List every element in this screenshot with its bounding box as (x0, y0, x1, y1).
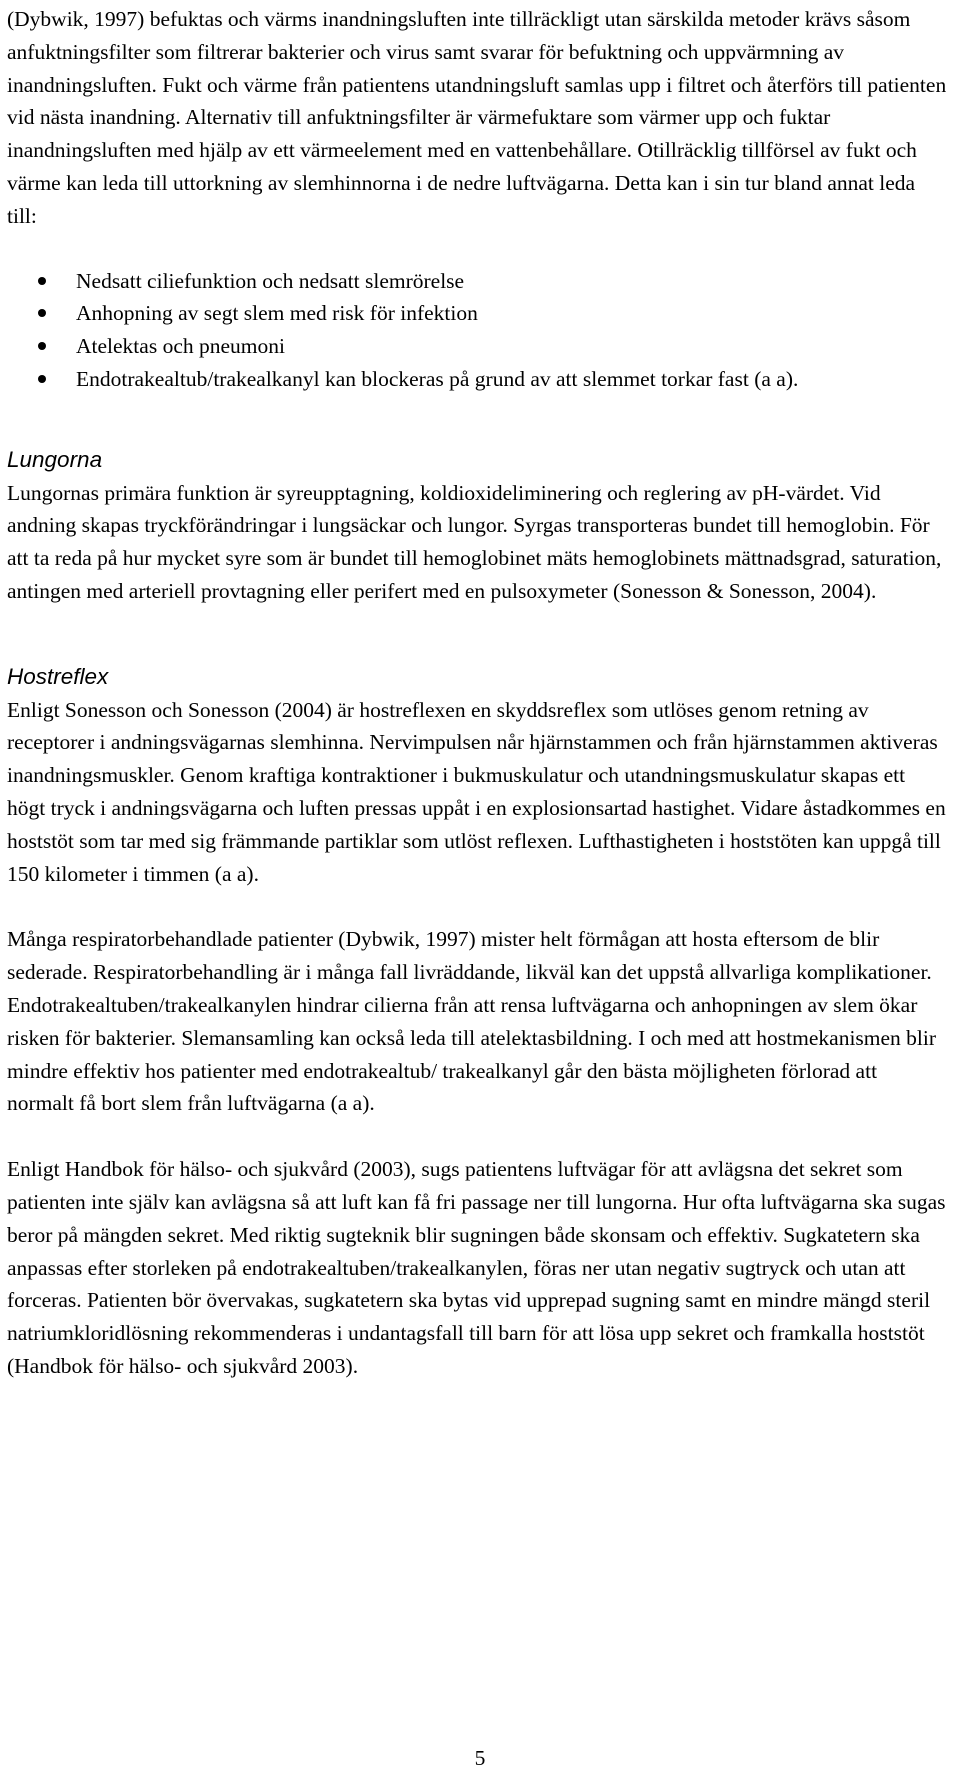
section-heading-lungorna: Lungorna (7, 446, 103, 472)
bullet-icon (38, 309, 46, 317)
consequence-list (7, 265, 947, 396)
page-number: 5 (474, 1746, 486, 1770)
list-item-text: Endotrakealtub/trakealkanyl kan blockeras på grund av att slemmet torkar fast (a a). (76, 366, 799, 391)
list-item-text: Anhopning av segt slem med risk för infektion (76, 301, 478, 326)
list-item (7, 330, 916, 363)
hostreflex-paragraph-3: Enligt Handbok för hälso- och sjukvård (2003), sugs patientens luftvägar för att avlägsna det sekret som patienten inte själv kan avlägsna så att luft kan få fri passage ner till lungorna. Hur ofta luftvägarna ska sugas beror på mängden sekret. Med riktig sugteknik blir sugningen både skonsam och effektiv. Sugkatetern ska anpassas efter storleken på endotrakealtuben/trakealkanylen, föras ner utan negativ sugtryck och utan att forceras. Patienten bör övervakas, sugkatetern ska bytas vid upprepad sugning samt en mindre mängd steril natriumkloridlösning rekommenderas i undantagsfall till barn för att lösa upp sekret och framkalla hoststöt (Handbok för hälso- och sjukvård 2003). (7, 1157, 946, 1378)
bullet-icon (38, 375, 46, 383)
hostreflex-paragraph-2: Många respiratorbehandlade patienter (Dybwik, 1997) mister helt förmågan att hosta eftersom de blir sederade. Respiratorbehandling är i många fall livräddande, likväl kan det uppstå allvarliga komplikationer. Endotrakealtuben/trakealkanylen hindrar cilierna från att rensa luftvägarna och anhopningen av slem ökar risken för bakterier. Slemansamling kan också leda till atelektasbildning. I och med att hostmekanismen blir mindre effektiv hos patienter med endotrakealtub/ trakealkanyl går den bästa möjligheten förlorad att normalt få bort slem från luftvägarna (a a). (7, 927, 937, 1116)
list-item (7, 297, 916, 330)
bullet-icon (38, 342, 46, 350)
section-heading-hostreflex: Hostreflex (7, 663, 109, 689)
lungorna-paragraph: Lungornas primära funktion är syreupptagning, koldioxideliminering och reglering av pH-värdet. Vid andning skapas tryckförändringar i lungsäckar och lungor. Syrgas transporteras bundet till hemoglobin. För att ta reda på hur mycket syre som är bundet till hemoglobinet mäts hemoglobinets mättnadsgrad, saturation, antingen med arteriell provtagning eller perifert med en pulsoxymeter (Sonesson & Sonesson, 2004). (7, 480, 942, 603)
bullet-icon (38, 277, 46, 285)
list-item (7, 265, 916, 298)
list-item-text: Atelektas och pneumoni (76, 334, 285, 359)
hostreflex-paragraph-1: Enligt Sonesson och Sonesson (2004) är hostreflexen en skyddsreflex som utlöses genom retning av receptorer i andningsvägarnas slemhinna. Nervimpulsen når hjärnstammen och från hjärnstammen aktiveras inandningsmuskler. Genom kraftiga kontraktioner i bukmuskulatur och utandningsmuskulatur skapas ett högt tryck i andningsvägarna och luften pressas uppåt i en explosionsartad hastighet. Vidare åstadkommes en hoststöt som tar med sig främmande partiklar som utlöst reflexen. Lufthastigheten i hoststöten kan uppgå till 150 kilometer i timmen (a a). (7, 697, 946, 886)
list-item (7, 363, 916, 396)
document-page (7, 0, 947, 1383)
intro-paragraph: (Dybwik, 1997) befuktas och värms inandningsluften inte tillräckligt utan särskilda metoder krävs såsom anfuktningsfilter som filtrerar bakterier och virus samt svarar för befuktning och uppvärmning av inandningsluften. Fukt och värme från patientens utandningsluft samlas upp i filtret och återförs till patienten vid nästa inandning. Alternativ till anfuktningsfilter är värmefuktare som värmer upp och fuktar inandningsluften med hjälp av ett värmeelement med en vattenbehållare. Otillräcklig tillförsel av fukt och värme kan leda till uttorkning av slemhinnorna i de nedre luftvägarna. Detta kan i sin tur bland annat leda till: (7, 7, 947, 228)
list-item-text: Nedsatt ciliefunktion och nedsatt slemrörelse (76, 268, 465, 293)
